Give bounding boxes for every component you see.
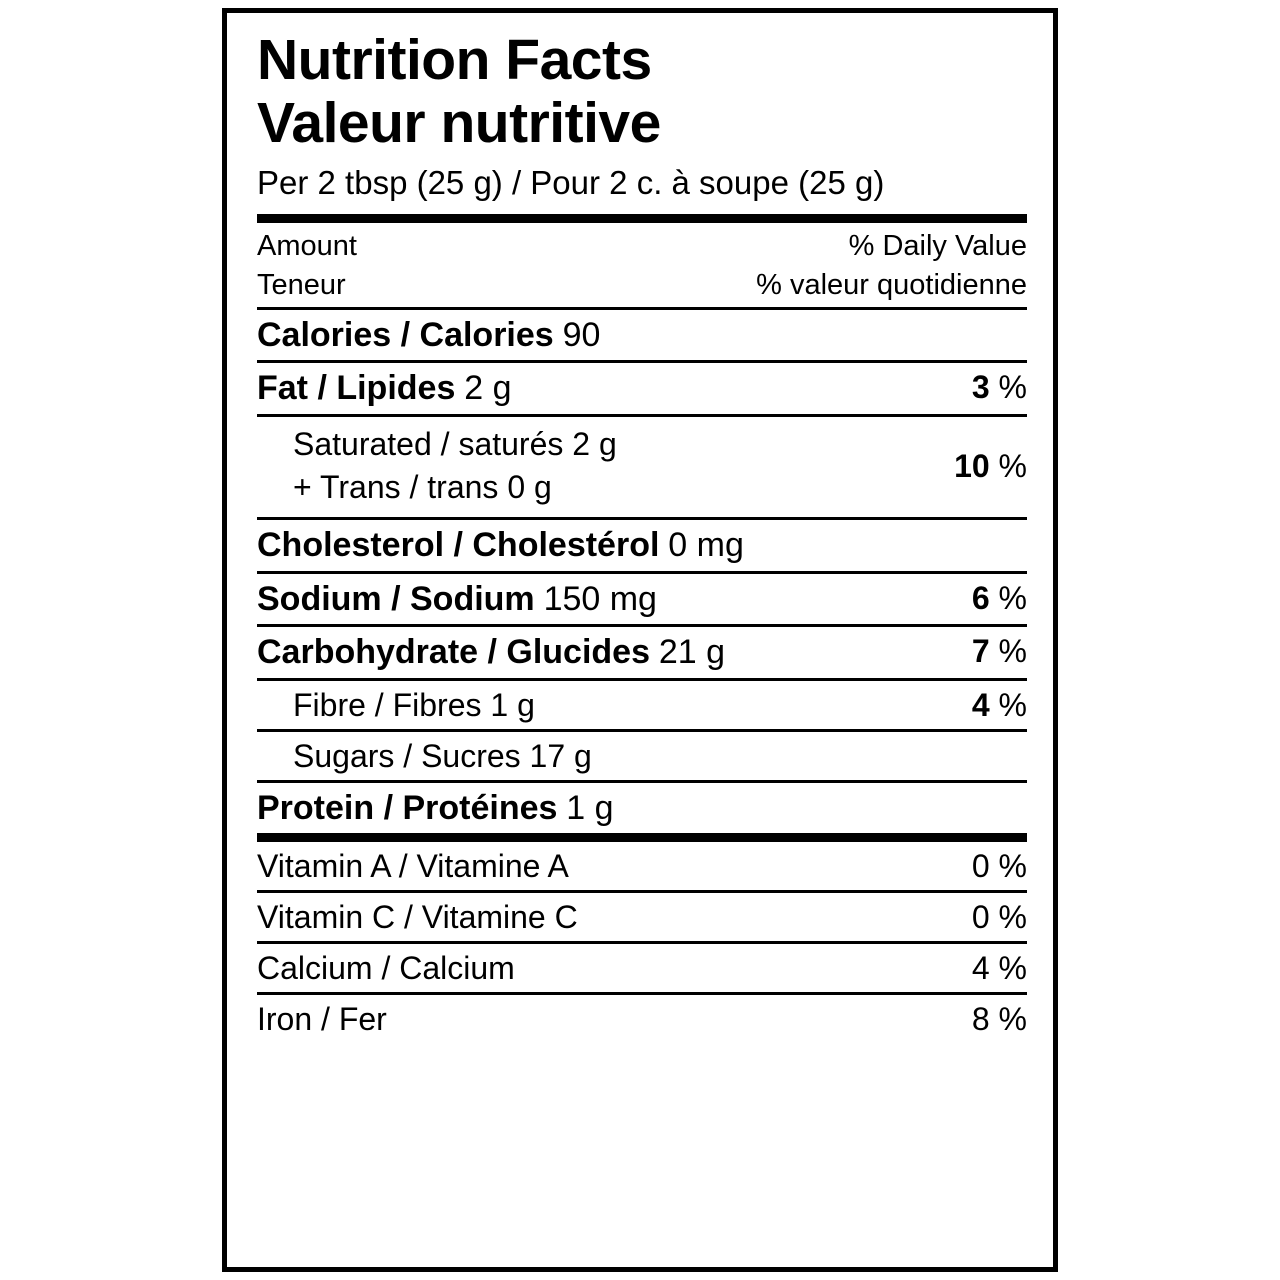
header-dv-labels — [756, 227, 1027, 304]
vitamin-c-dv-percent: % — [998, 899, 1027, 936]
saturated-dv-value: 10 — [954, 447, 990, 484]
vitamin-a-dv-value: 0 — [971, 848, 990, 885]
vitamin-c-name: Vitamin C / Vitamine C — [257, 899, 578, 936]
fibre-dv — [972, 685, 1027, 726]
table-row — [257, 627, 1027, 678]
table-row — [257, 732, 1027, 780]
protein-name: Protein / Protéines — [257, 788, 558, 827]
table-header — [257, 223, 1027, 307]
vitamin-c-dv-value: 0 — [971, 899, 990, 936]
header-amount-labels — [257, 227, 357, 304]
vitamin-a-dv — [972, 846, 1027, 887]
fat-dv — [972, 367, 1027, 408]
table-row — [257, 893, 1027, 941]
carbohydrate-row-text — [257, 631, 725, 675]
calcium-dv — [972, 948, 1027, 989]
table-row — [257, 310, 1027, 361]
cholesterol-row-text — [257, 524, 744, 568]
carbohydrate-dv — [972, 631, 1027, 672]
calories-name: Calories / Calories — [257, 315, 554, 354]
table-row — [257, 363, 1027, 414]
vitamin-a-name: Vitamin A / Vitamine A — [257, 848, 569, 885]
table-row — [257, 783, 1027, 834]
divider-thick-top — [257, 214, 1027, 223]
sodium-dv — [972, 578, 1027, 619]
iron-dv-percent: % — [998, 1001, 1027, 1038]
saturated-line2: + Trans / trans 0 g — [293, 469, 552, 506]
header-amount-en: Amount — [257, 230, 357, 263]
calories-value: 90 — [562, 315, 601, 354]
sodium-dv-percent: % — [998, 579, 1027, 616]
sodium-dv-value: 6 — [971, 579, 990, 616]
serving-size: Per 2 tbsp (25 g) / Pour 2 c. à soupe (25 g) — [257, 164, 885, 202]
fat-value: 2 g — [464, 369, 512, 408]
fat-row-text — [257, 367, 512, 411]
saturated-dv — [954, 446, 1027, 487]
table-row — [257, 842, 1027, 890]
table-row — [257, 944, 1027, 992]
vitamin-a-dv-percent: % — [998, 848, 1027, 885]
table-row — [257, 995, 1027, 1043]
calories-row-text — [257, 314, 600, 358]
nutrition-facts-panel — [222, 8, 1058, 1272]
nutrition-facts-content — [257, 25, 1027, 1043]
saturated-line1: Saturated / saturés 2 g — [293, 425, 617, 462]
carbohydrate-name: Carbohydrate / Glucides — [257, 633, 650, 672]
header-dv-fr: % valeur quotidienne — [756, 268, 1027, 301]
header-amount-fr: Teneur — [257, 268, 346, 301]
table-row — [257, 417, 1027, 517]
sodium-value: 150 mg — [543, 579, 657, 618]
fat-name: Fat / Lipides — [257, 369, 456, 408]
sodium-row-text — [257, 578, 657, 622]
table-row — [257, 520, 1027, 571]
carbohydrate-dv-percent: % — [998, 633, 1027, 670]
iron-name: Iron / Fer — [257, 1001, 387, 1038]
fat-dv-value: 3 — [971, 369, 990, 406]
calcium-name: Calcium / Calcium — [257, 950, 515, 987]
fibre-dv-percent: % — [998, 686, 1027, 723]
calcium-dv-value: 4 — [971, 950, 990, 987]
cholesterol-value: 0 mg — [668, 526, 744, 565]
calcium-dv-percent: % — [998, 950, 1027, 987]
vitamin-c-dv — [972, 897, 1027, 938]
divider-thick-micronutrients — [257, 833, 1027, 842]
carbohydrate-value: 21 g — [658, 633, 726, 672]
fibre-dv-value: 4 — [971, 686, 990, 723]
sodium-name: Sodium / Sodium — [257, 579, 535, 618]
protein-row-text — [257, 787, 614, 831]
saturated-dv-percent: % — [998, 447, 1027, 484]
fibre-row-text: Fibre / Fibres 1 g — [293, 686, 535, 723]
cholesterol-name: Cholesterol / Cholestérol — [257, 526, 660, 565]
iron-dv-value: 8 — [971, 1001, 990, 1038]
title-english: Nutrition Facts — [257, 28, 652, 92]
table-row — [257, 681, 1027, 729]
protein-value: 1 g — [566, 788, 614, 827]
title-french: Valeur nutritive — [257, 90, 661, 155]
iron-dv — [972, 999, 1027, 1040]
carbohydrate-dv-value: 7 — [971, 633, 990, 670]
sugars-row-text: Sugars / Sucres 17 g — [293, 737, 592, 774]
header-dv-en: % Daily Value — [848, 230, 1027, 263]
table-row — [257, 574, 1027, 625]
saturated-row-text — [257, 423, 617, 509]
fat-dv-percent: % — [998, 369, 1027, 406]
